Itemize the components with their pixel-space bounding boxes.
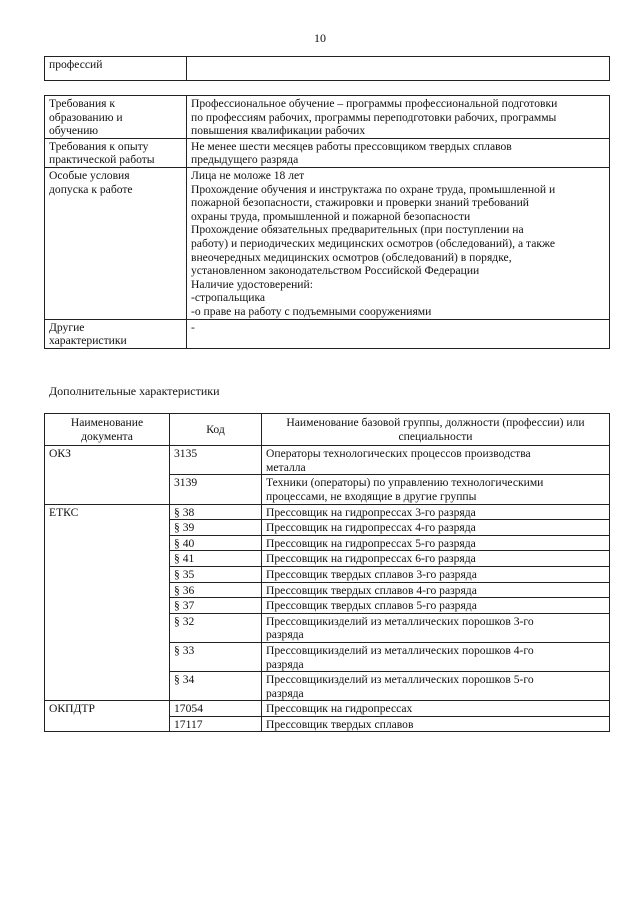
name-cell [262, 446, 610, 475]
table-row [45, 446, 610, 475]
value-line: - [191, 320, 195, 334]
column-header-name: Наименование базовой группы, должности (профессии) или специальности [262, 414, 610, 446]
code-cell: § 35 [170, 566, 262, 582]
document-cell [45, 566, 170, 582]
name-line: Прессовщикизделий из металлических порошков 3-го [266, 614, 534, 628]
name-cell [262, 520, 610, 536]
value-line: -стропальщика [191, 291, 266, 305]
value-line: Лица не моложе 18 лет [191, 168, 305, 182]
label-line: Требования к [49, 97, 116, 110]
code-cell: 3139 [170, 475, 262, 504]
name-cell [262, 701, 610, 717]
table-row [45, 319, 610, 348]
name-cell [262, 566, 610, 582]
value-line: установленном законодательством Российской Федерации [191, 264, 480, 278]
name-line: Прессовщик на гидропрессах [266, 702, 413, 716]
table-row [45, 475, 610, 504]
value-line: по профессиям рабочих, программы переподготовки рабочих, программы [191, 110, 557, 124]
code-cell: § 38 [170, 504, 262, 520]
name-line: процессами, не входящие в другие группы [266, 489, 477, 503]
row-value [187, 167, 610, 319]
document-cell [45, 642, 170, 671]
value-line: предыдущего разряда [191, 153, 299, 167]
table-row [45, 701, 610, 717]
code-cell: 17054 [170, 701, 262, 717]
name-cell [262, 582, 610, 598]
value-line: -о праве на работу с подъемными сооружениями [191, 304, 432, 318]
document-cell [45, 613, 170, 642]
row-value [187, 319, 610, 348]
document-cell: ОКЗ [45, 446, 170, 475]
label-line: Особые условия [49, 168, 130, 182]
name-line: разряда [266, 628, 304, 642]
row-label [45, 96, 187, 139]
table-row [45, 57, 610, 81]
column-header-document: Наименование документа [45, 414, 170, 446]
name-line: разряда [266, 686, 304, 700]
document-cell [45, 551, 170, 567]
document-cell: ЕТКС [45, 504, 170, 520]
name-line: Прессовщикизделий из металлических порошков 4-го [266, 643, 534, 657]
name-cell [262, 716, 610, 732]
document-cell: ОКПДТР [45, 701, 170, 717]
name-cell [262, 642, 610, 671]
table-row [45, 613, 610, 642]
label-line: образованию и [49, 110, 123, 124]
value-line: Прохождение обучения и инструктажа по охране труда, промышленной и [191, 182, 556, 196]
name-line: Прессовщик твердых сплавов [266, 717, 414, 731]
code-cell: § 40 [170, 535, 262, 551]
label-line: характеристики [49, 334, 127, 348]
name-line: Прессовщикизделий из металлических порошков 5-го [266, 673, 534, 687]
label-line: допуска к работе [49, 182, 133, 196]
table-header-row [45, 414, 610, 446]
table-cell: профессий [45, 57, 187, 81]
code-cell: 3135 [170, 446, 262, 475]
document-cell [45, 716, 170, 732]
name-line: металла [266, 460, 306, 474]
value-line: повышения квалификации рабочих [191, 124, 366, 138]
table-row [45, 520, 610, 536]
document-cell [45, 582, 170, 598]
name-line: Операторы технологических процессов производства [266, 447, 531, 461]
document-cell [45, 520, 170, 536]
value-line: Прохождение обязательных предварительных (при поступлении на [191, 223, 524, 237]
additional-characteristics-table [44, 413, 610, 732]
table-row [45, 672, 610, 701]
name-line: Прессовщик на гидропрессах 3-го разряда [266, 505, 476, 519]
row-value [187, 138, 610, 167]
name-line: Прессовщик твердых сплавов 5-го разряда [266, 599, 477, 613]
name-line: Прессовщик твердых сплавов 4-го разряда [266, 583, 477, 597]
label-line: Требования к опыту [49, 139, 149, 153]
page-number: 10 [314, 31, 326, 45]
value-line: Профессиональное обучение – программы профессиональной подготовки [191, 97, 558, 110]
table-row [45, 96, 610, 139]
code-cell: § 39 [170, 520, 262, 536]
name-line: Прессовщик на гидропрессах 6-го разряда [266, 552, 476, 566]
value-line: работу) и периодических медицинских осмотров (обследований), а также [191, 236, 555, 250]
name-cell [262, 535, 610, 551]
table-row [45, 582, 610, 598]
document-cell [45, 598, 170, 614]
row-label [45, 138, 187, 167]
name-cell [262, 475, 610, 504]
value-line: пожарной безопасности, стажировки и проверки знаний требований [191, 196, 529, 210]
label-line: Другие [49, 320, 85, 334]
value-line: Не менее шести месяцев работы прессовщиком твердых сплавов [191, 139, 512, 153]
document-cell [45, 535, 170, 551]
table-row [45, 642, 610, 671]
code-cell: § 33 [170, 642, 262, 671]
table-row [45, 551, 610, 567]
code-cell: § 32 [170, 613, 262, 642]
code-cell: § 37 [170, 598, 262, 614]
table-row [45, 138, 610, 167]
name-cell [262, 613, 610, 642]
name-cell [262, 551, 610, 567]
column-header-code: Код [170, 414, 262, 446]
document-cell [45, 672, 170, 701]
name-cell [262, 598, 610, 614]
section-title: Дополнительные характеристики [49, 384, 220, 398]
code-cell: § 36 [170, 582, 262, 598]
name-line: Техники (операторы) по управлению технологическими [266, 476, 544, 490]
code-cell: § 34 [170, 672, 262, 701]
table-cell [187, 57, 610, 81]
table-row [45, 566, 610, 582]
code-cell: § 41 [170, 551, 262, 567]
name-line: Прессовщик на гидропрессах 5-го разряда [266, 536, 476, 550]
code-cell: 17117 [170, 716, 262, 732]
name-cell [262, 504, 610, 520]
value-line: охраны труда, промышленной и пожарной безопасности [191, 209, 471, 223]
name-cell [262, 672, 610, 701]
value-line: внеочередных медицинских осмотров (обследований) в порядке, [191, 250, 512, 264]
row-label [45, 319, 187, 348]
document-cell [45, 475, 170, 504]
table-row [45, 167, 610, 319]
row-label [45, 167, 187, 319]
row-value [187, 96, 610, 139]
name-line: разряда [266, 657, 304, 671]
label-line: практической работы [49, 153, 155, 167]
table-row [45, 504, 610, 520]
requirements-table [44, 95, 610, 349]
table-row [45, 535, 610, 551]
name-line: Прессовщик на гидропрессах 4-го разряда [266, 521, 476, 535]
table-row [45, 598, 610, 614]
value-line: Наличие удостоверений: [191, 277, 313, 291]
table-row [45, 716, 610, 732]
name-line: Прессовщик твердых сплавов 3-го разряда [266, 567, 477, 581]
continuation-table [44, 56, 610, 81]
label-line: обучению [49, 124, 99, 138]
